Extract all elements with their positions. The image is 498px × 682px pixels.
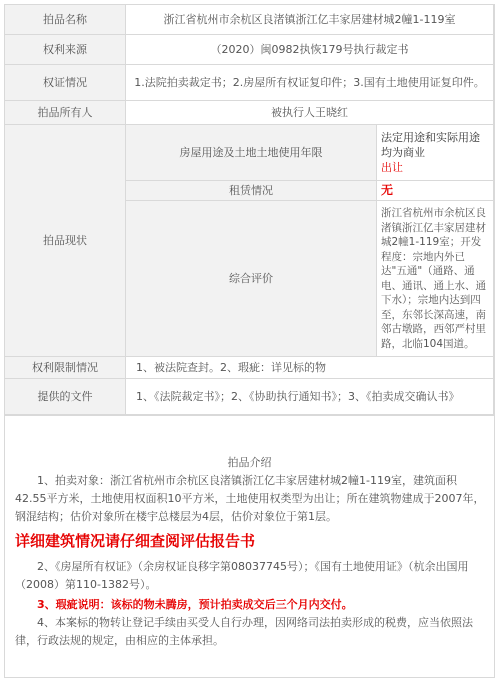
intro-paragraph-2: 2、《房屋所有权证》（余房权证良移字第08037745号）；《国有土地使用证》（杭余出国用（2008）第110-1382号）。 <box>15 560 469 591</box>
intro-title: 拍品介绍 <box>227 456 272 469</box>
label-usage: 房屋用途及土地土地使用年限 <box>126 125 377 181</box>
evaluation-report-notice: 详细建筑情况请仔细查阅评估报告书 <box>15 532 256 550</box>
intro-paragraph-1: 1、拍卖对象：浙江省杭州市余杭区良渚镇浙江亿丰家居建材城2幢1-119室，建筑面积42.55平方米，土地使用权面积10平方米，土地使用权类型为出让；所在建筑物建成于2007年，钢混结构；估价对象所在楼宇总楼层为4层，估价对象位于第1层。 <box>15 474 485 523</box>
label-owner: 拍品所有人 <box>5 101 126 125</box>
label-documents: 提供的文件 <box>5 379 126 415</box>
value-usage <box>377 125 494 181</box>
value-evaluation: 浙江省杭州市余杭区良渚镇浙江亿丰家居建材城2幢1-119室；开发程度：宗地内外已达"五通"（通路、通电、通讯、通上水、通下水）；宗地内达到四至，东邻长深高速，南邻古墩路，西邻严村里路，北临104国道。 <box>377 201 494 357</box>
label-item-status: 拍品现状 <box>5 125 126 357</box>
land-type-text: 出让 <box>381 161 403 174</box>
label-cert-status: 权证情况 <box>5 65 126 101</box>
intro-paragraph-4: 4、本案标的物转让登记手续由买受人自行办理，因网络司法拍卖形成的税费，应当依照法律，行政法规的规定，由相应的主体承担。 <box>15 616 473 647</box>
value-cert-status: 1.法院拍卖裁定书；2.房屋所有权证复印件；3.国有土地使用证复印件。 <box>126 65 494 101</box>
label-lease: 租赁情况 <box>126 181 377 201</box>
value-item-name: 浙江省杭州市余杭区良渚镇浙江亿丰家居建材城2幢1-119室 <box>126 5 494 35</box>
auction-info-table <box>4 4 495 416</box>
defect-notice: 3、瑕疵说明：该标的物未腾房，预计拍卖成交后三个月内交付。 <box>37 598 353 611</box>
label-rights-source: 权利来源 <box>5 35 126 65</box>
label-evaluation: 综合评价 <box>126 201 377 357</box>
value-rights-source: （2020）闽0982执恢179号执行裁定书 <box>126 35 494 65</box>
value-documents: 1、《法院裁定书》；2、《协助执行通知书》；3、《拍卖成交确认书》 <box>126 379 494 415</box>
usage-text: 法定用途和实际用途均为商业 <box>381 131 480 159</box>
value-lease: 无 <box>377 181 494 201</box>
item-introduction <box>4 416 495 678</box>
label-restriction: 权利限制情况 <box>5 357 126 379</box>
label-item-name: 拍品名称 <box>5 5 126 35</box>
value-restriction: 1、被法院查封。2、瑕疵：详见标的物 <box>126 357 494 379</box>
value-owner: 被执行人王晓红 <box>126 101 494 125</box>
